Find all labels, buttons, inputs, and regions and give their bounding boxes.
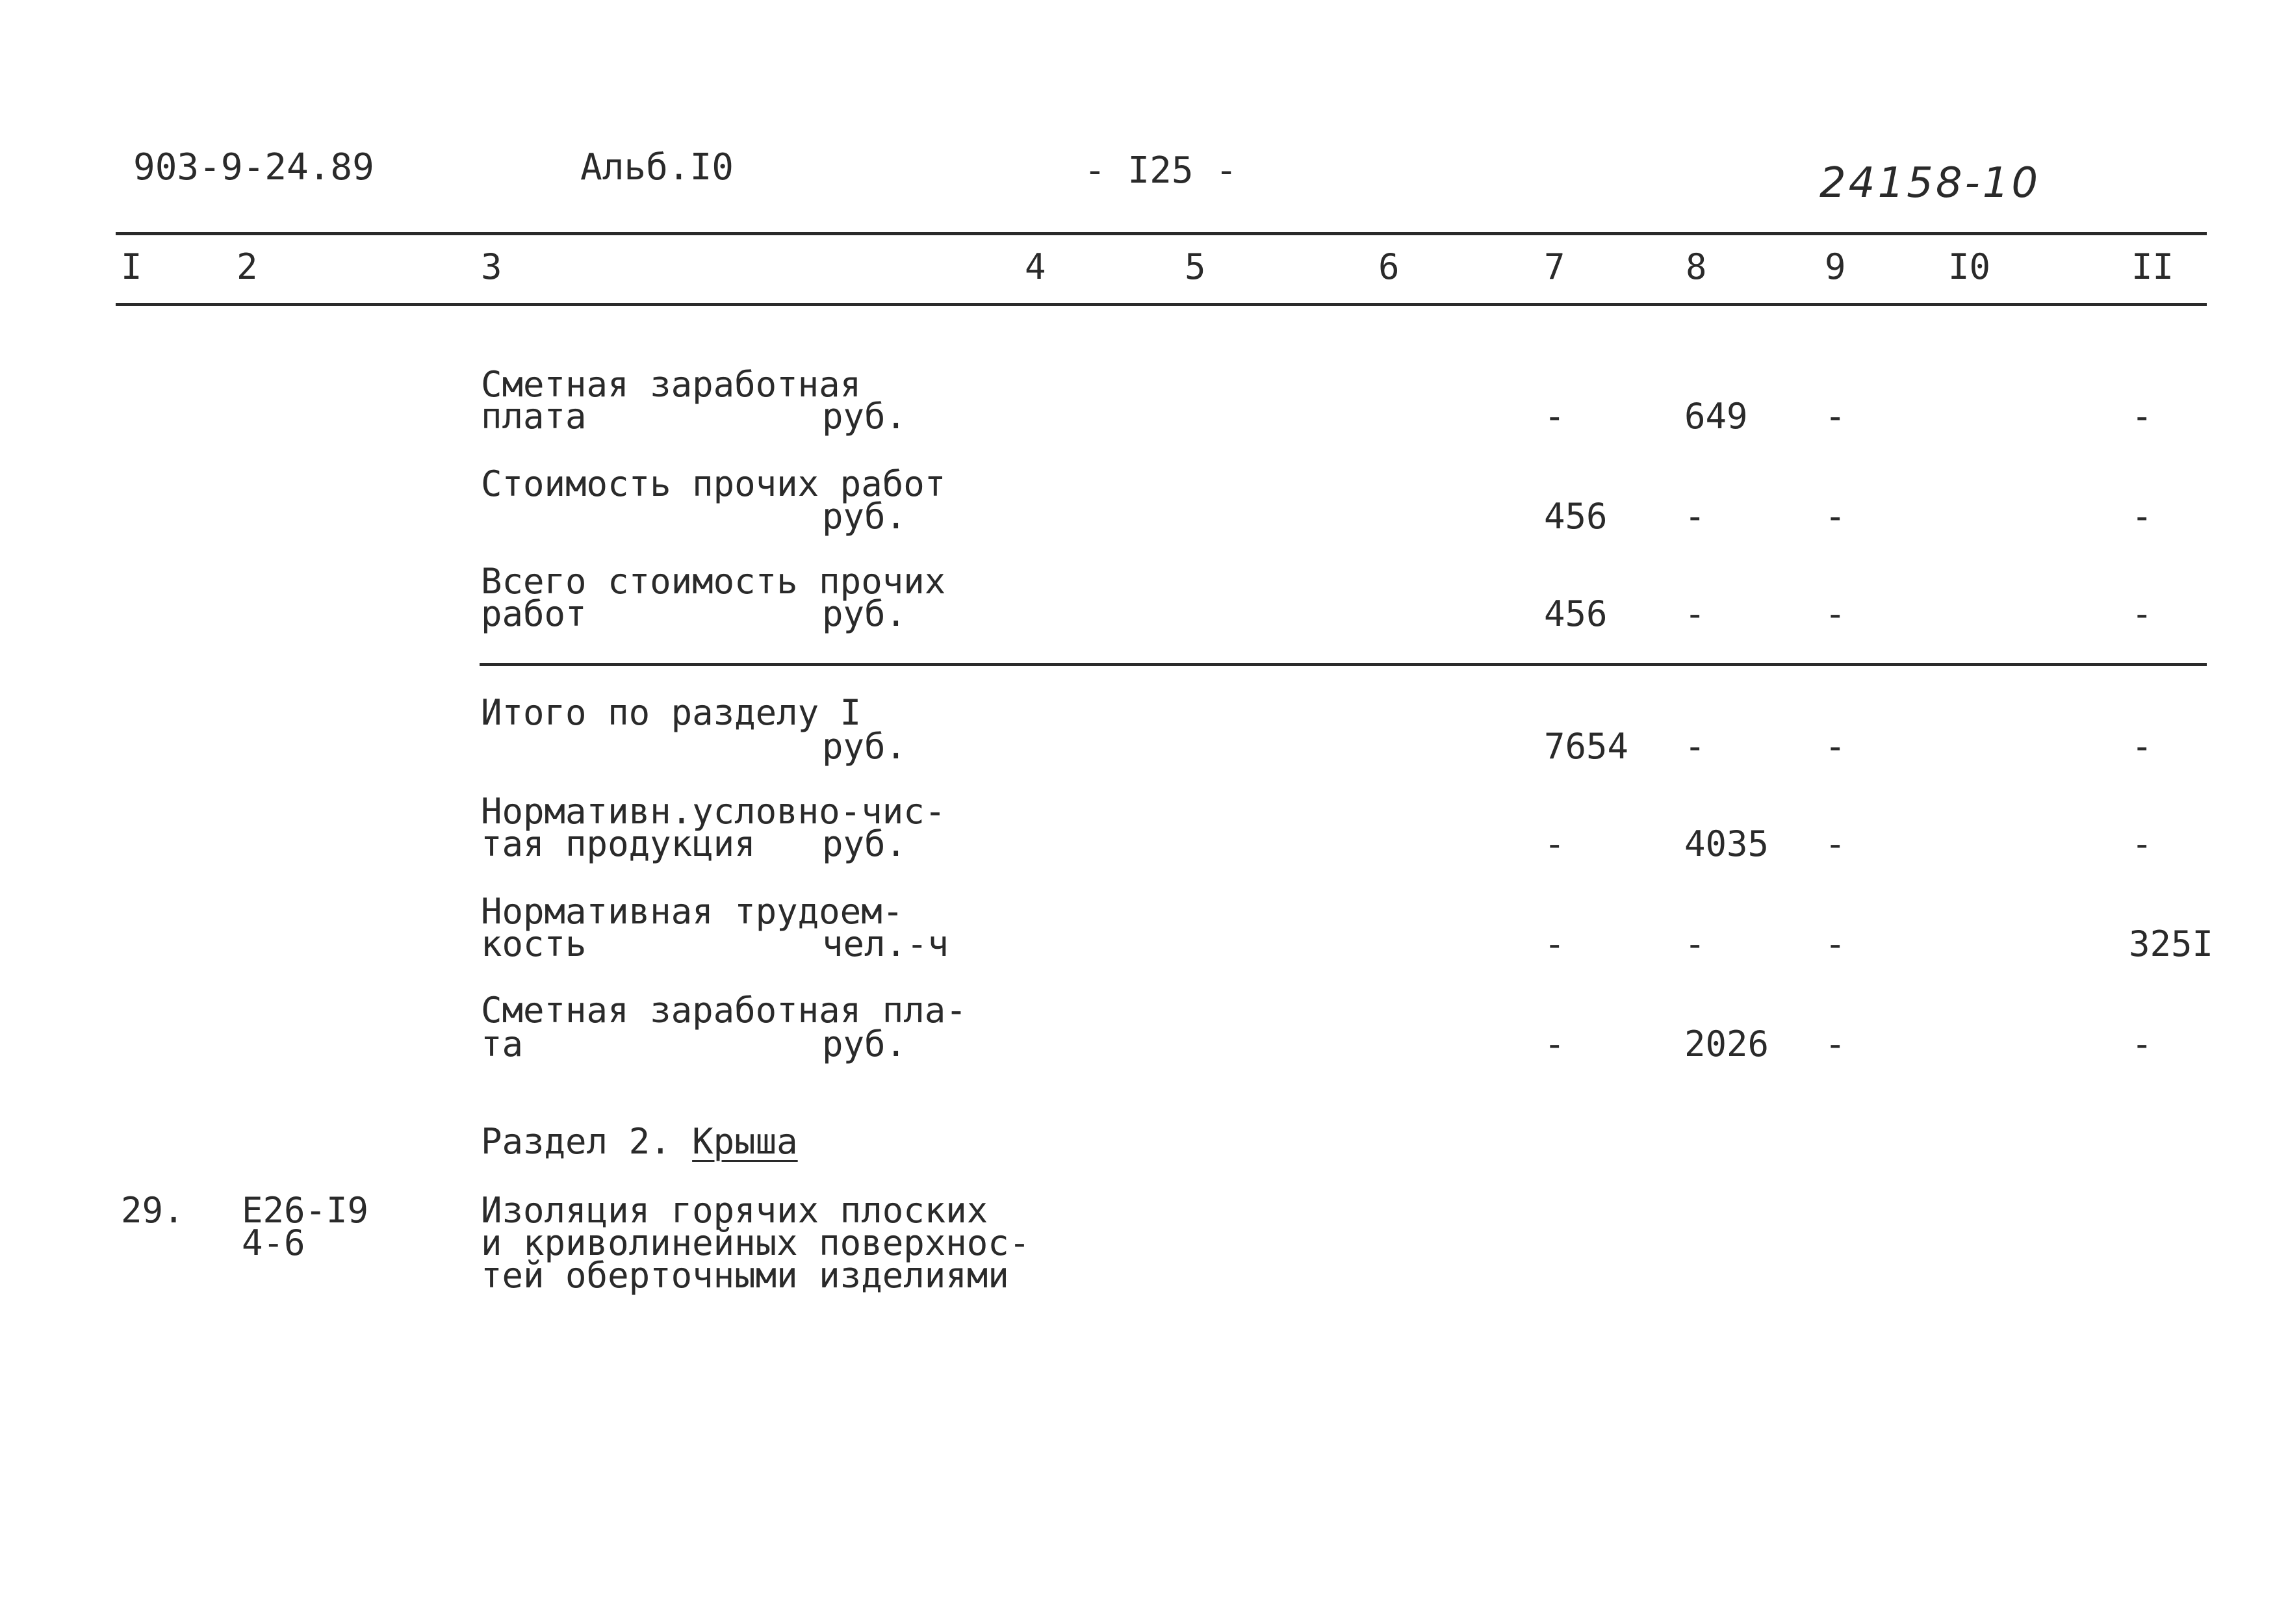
cell-col7: - — [1544, 923, 1565, 964]
row-description-line-2: работ — [481, 593, 587, 634]
row-unit: руб. — [822, 396, 907, 437]
row-unit: руб. — [822, 496, 907, 537]
row-description-line-1: Сметная заработная — [481, 364, 862, 405]
header-top-rule — [116, 232, 2207, 235]
item-number: 29. — [121, 1190, 185, 1231]
row-description-line-2: плата — [481, 396, 587, 437]
cell-col7: 456 — [1544, 496, 1608, 537]
row-description-line-1: Всего стоимость прочих — [481, 561, 946, 602]
section-total-divider — [480, 663, 2207, 666]
cell-col8: 4035 — [1684, 823, 1769, 864]
column-header-3: 3 — [481, 246, 502, 287]
cell-col11: - — [2131, 496, 2153, 537]
document-code: 903-9-24.89 — [133, 146, 374, 188]
row-unit: чел.-ч — [822, 923, 949, 964]
page-number: - I25 - — [1084, 149, 1238, 192]
column-header-10: I0 — [1948, 246, 1991, 287]
row-unit: руб. — [822, 1024, 907, 1064]
cell-col8: 2026 — [1684, 1024, 1769, 1064]
cell-col9: - — [1825, 726, 1846, 767]
cell-col8: - — [1684, 923, 1706, 964]
cell-col9: - — [1825, 396, 1846, 437]
column-header-7: 7 — [1544, 246, 1565, 287]
column-header-1: I — [121, 246, 142, 287]
row-description-line-2: тая продукция — [481, 823, 756, 864]
cell-col8: - — [1684, 726, 1706, 767]
cell-col9: - — [1825, 823, 1846, 864]
row-description-line-1: Итого по разделу I — [481, 692, 862, 733]
cell-col7: - — [1544, 1024, 1565, 1064]
row-description-line-1: Стоимость прочих работ — [481, 463, 946, 504]
album-number: Альб.I0 — [580, 146, 734, 188]
row-description-line-1: Нормативная трудоем- — [481, 891, 904, 932]
row-description-line-1: Сметная заработная пла- — [481, 990, 967, 1031]
cell-col11: - — [2131, 823, 2153, 864]
column-header-8: 8 — [1686, 246, 1707, 287]
cell-col9: - — [1825, 923, 1846, 964]
cell-col11: - — [2131, 726, 2153, 767]
cell-col11: - — [2131, 1024, 2153, 1064]
cell-col11: - — [2131, 396, 2153, 437]
column-header-9: 9 — [1825, 246, 1846, 287]
row-unit: руб. — [822, 823, 907, 864]
row-description-line-2: кость — [481, 923, 587, 964]
column-header-2: 2 — [237, 246, 258, 287]
column-header-4: 4 — [1025, 246, 1046, 287]
item-code-line-1: Е26-I9 — [242, 1190, 369, 1231]
item-description-line-1: Изоляция горячих плоских — [481, 1190, 988, 1231]
cell-col9: - — [1825, 496, 1846, 537]
row-unit: руб. — [822, 593, 907, 634]
section-heading — [481, 1121, 798, 1162]
column-header-6: 6 — [1378, 246, 1400, 287]
section-prefix: Раздел 2. — [481, 1121, 693, 1162]
cell-col8: 649 — [1684, 396, 1748, 437]
cell-col7: - — [1544, 396, 1565, 437]
column-header-11: II — [2131, 246, 2174, 287]
section-name: Крыша — [692, 1121, 798, 1162]
item-description-line-2: и криволинейных поверхнос- — [481, 1222, 1031, 1263]
row-unit: руб. — [822, 726, 907, 767]
item-code-line-2: 4-6 — [242, 1222, 305, 1263]
cell-col7: - — [1544, 823, 1565, 864]
cell-col8: - — [1684, 496, 1706, 537]
cell-col7: 7654 — [1544, 726, 1629, 767]
column-header-5: 5 — [1185, 246, 1206, 287]
cell-col9: - — [1825, 593, 1846, 634]
cell-col11: 325I — [2129, 923, 2214, 964]
cell-col11: - — [2131, 593, 2153, 634]
cell-col7: 456 — [1544, 593, 1608, 634]
item-description-line-3: тей оберточными изделиями — [481, 1255, 1009, 1296]
cell-col8: - — [1684, 593, 1706, 634]
handwritten-reference: 24158-10 — [1819, 159, 2041, 207]
row-description-line-1: Нормативн.условно-чис- — [481, 791, 946, 832]
cell-col9: - — [1825, 1024, 1846, 1064]
row-description-line-2: та — [481, 1024, 524, 1064]
header-bottom-rule — [116, 303, 2207, 306]
